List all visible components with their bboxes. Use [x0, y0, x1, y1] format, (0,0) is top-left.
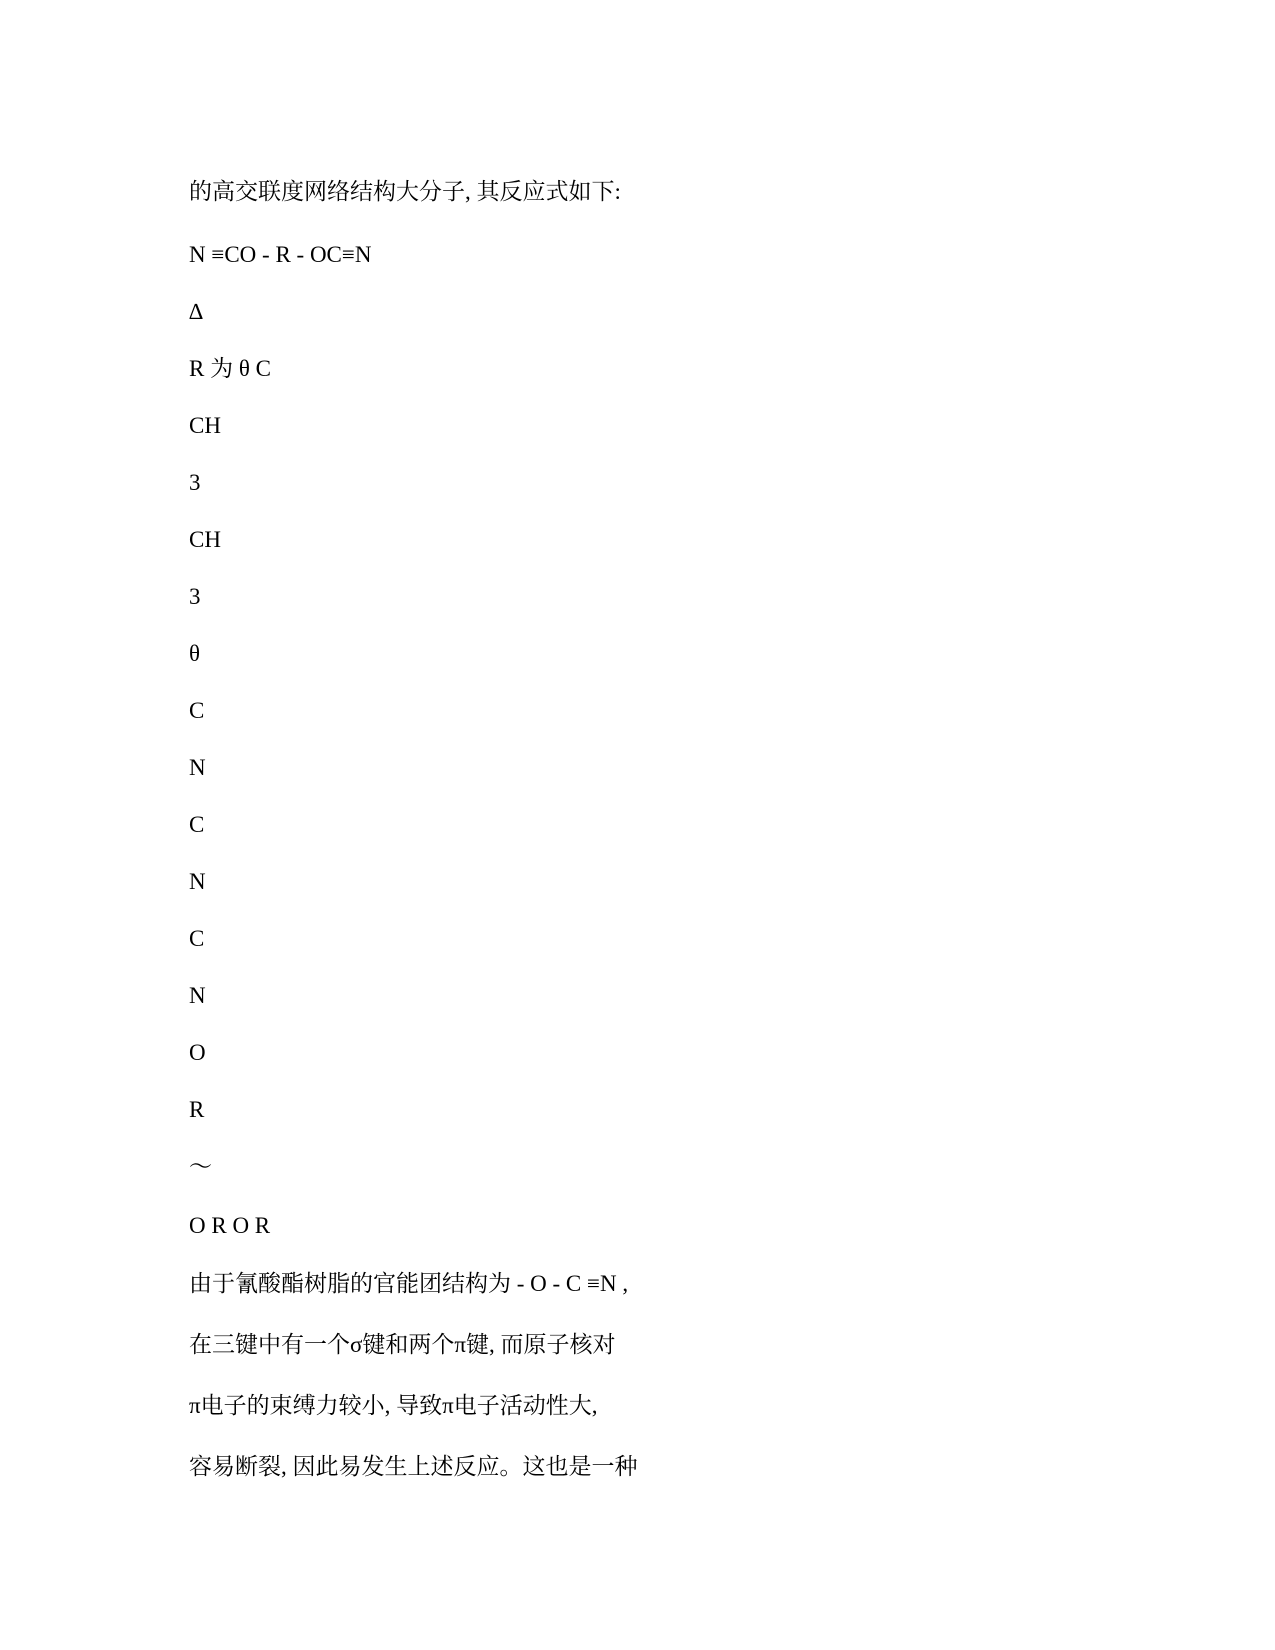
text-line: R: [189, 1097, 205, 1122]
text-line: ～: [189, 1154, 212, 1179]
text-line: C: [189, 812, 205, 837]
text-line: 3: [189, 584, 201, 609]
text-line: C: [189, 698, 205, 723]
text-line: θ: [189, 641, 201, 666]
text-line: CH: [189, 527, 221, 552]
text-line: 的高交联度网络结构大分子, 其反应式如下:: [189, 179, 621, 204]
text-line: O R O R: [189, 1213, 271, 1238]
text-line: O: [189, 1040, 206, 1065]
text-line: 在三键中有一个σ键和两个π键, 而原子核对: [189, 1332, 616, 1357]
text-line: 容易断裂, 因此易发生上述反应。这也是一种: [189, 1454, 638, 1479]
text-line: N ≡CO - R - OC≡N: [189, 242, 372, 267]
text-line: N: [189, 983, 206, 1008]
text-line: N: [189, 755, 206, 780]
text-line: CH: [189, 413, 221, 438]
text-line: 由于氰酸酯树脂的官能团结构为 - O - C ≡N ,: [189, 1271, 629, 1296]
text-line: π电子的束缚力较小, 导致π电子活动性大,: [189, 1393, 598, 1418]
text-line: N: [189, 869, 206, 894]
text-line: C: [189, 926, 205, 951]
text-line: 3: [189, 470, 201, 495]
text-line: R 为 θ C: [189, 356, 271, 381]
text-line: ∆: [189, 299, 204, 324]
